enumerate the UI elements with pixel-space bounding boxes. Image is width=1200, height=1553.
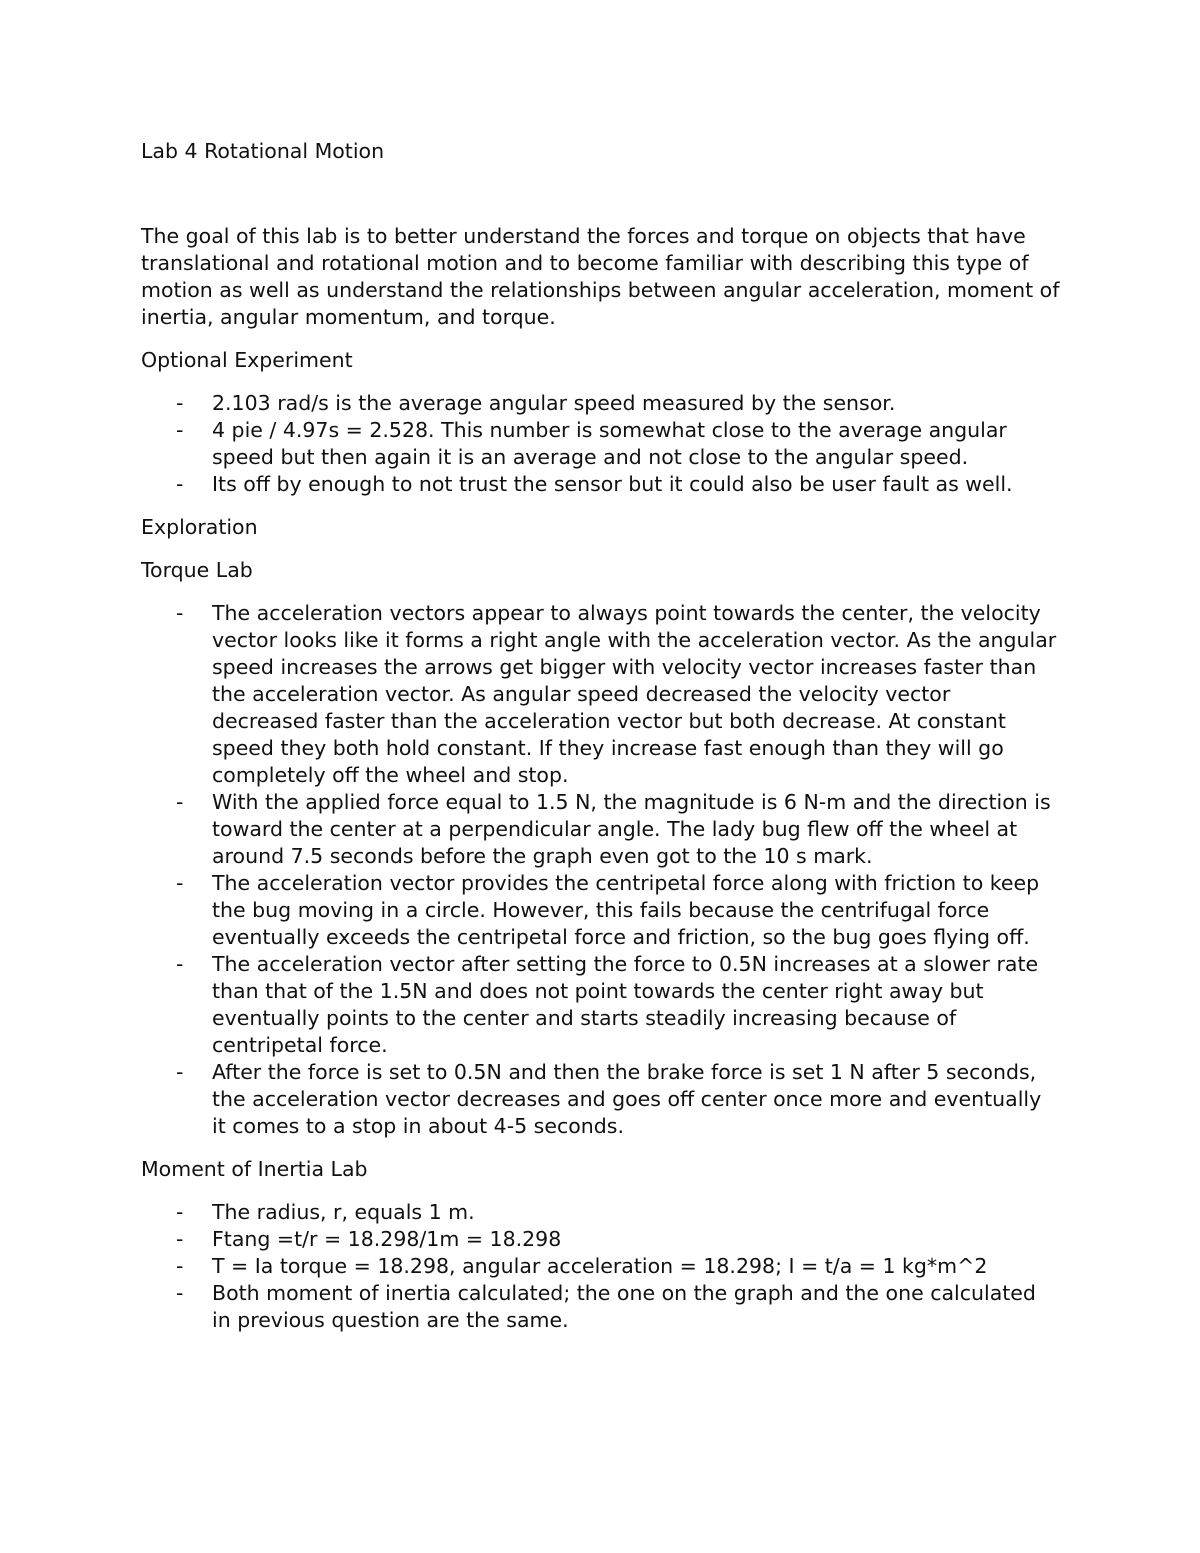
list-item-text: The acceleration vector after setting the force to 0.5N increases at a slower rate than that of the 1.5N and does not point towards the center right away but eventually points to the center and starts steadily increasing because of centripetal force.	[212, 952, 1039, 1057]
dash-bullet: -	[176, 1254, 184, 1278]
dash-bullet: -	[176, 1227, 184, 1251]
list-item	[141, 870, 1061, 951]
dash-bullet: -	[176, 790, 184, 814]
list-item-text: Both moment of inertia calculated; the one on the graph and the one calculated in previous question are the same.	[212, 1281, 1036, 1332]
list-item	[141, 1059, 1061, 1140]
list-moment-of-inertia-lab	[141, 1199, 1061, 1334]
list-item	[141, 789, 1061, 870]
list-item	[141, 417, 1061, 471]
list-item	[141, 600, 1061, 789]
list-item	[141, 1199, 1061, 1226]
list-optional-experiment	[141, 390, 1061, 498]
dash-bullet: -	[176, 1060, 184, 1084]
heading-optional-experiment: Optional Experiment	[141, 348, 353, 372]
list-item	[141, 1280, 1061, 1334]
list-item-text: Ftang =t/r = 18.298/1m = 18.298	[212, 1227, 562, 1251]
heading-moment-of-inertia-lab: Moment of Inertia Lab	[141, 1157, 368, 1181]
document-page	[141, 138, 1061, 1350]
dash-bullet: -	[176, 1200, 184, 1224]
dash-bullet: -	[176, 1281, 184, 1305]
dash-bullet: -	[176, 601, 184, 625]
heading-exploration: Exploration	[141, 515, 258, 539]
dash-bullet: -	[176, 952, 184, 976]
list-item-text: The acceleration vectors appear to always point towards the center, the velocity vector looks like it forms a right angle with the acceleration vector. As the angular speed increases the arrows get bigger with velocity vector increases faster than the acceleration vector. As angular speed decreased the velocity vector decreased faster than the acceleration vector but both decrease. At constant speed they both hold constant. If they increase fast enough than they will go completely off the wheel and stop.	[212, 601, 1057, 787]
dash-bullet: -	[176, 418, 184, 442]
list-item	[141, 390, 1061, 417]
list-item	[141, 1253, 1061, 1280]
list-item-text: Its off by enough to not trust the sensor but it could also be user fault as well.	[212, 472, 1013, 496]
dash-bullet: -	[176, 472, 184, 496]
list-item-text: After the force is set to 0.5N and then the brake force is set 1 N after 5 seconds, the acceleration vector decreases and goes off center once more and eventually it comes to a stop in about 4-5 seconds.	[212, 1060, 1042, 1138]
list-item-text: The acceleration vector provides the centripetal force along with friction to keep the bug moving in a circle. However, this fails because the centrifugal force eventually exceeds the centripetal force and friction, so the bug goes flying off.	[212, 871, 1040, 949]
list-item-text: T = Ia torque = 18.298, angular acceleration = 18.298; I = t/a = 1 kg*m^2	[212, 1254, 988, 1278]
document-title: Lab 4 Rotational Motion	[141, 139, 385, 163]
list-torque-lab	[141, 600, 1061, 1140]
intro-paragraph: The goal of this lab is to better understand the forces and torque on objects that have translational and rotational motion and to become familiar with describing this type of motion as well as understand the relationships between angular acceleration, moment of inertia, angular momentum, and torque.	[141, 224, 1060, 329]
heading-torque-lab: Torque Lab	[141, 558, 253, 582]
dash-bullet: -	[176, 391, 184, 415]
list-item	[141, 471, 1061, 498]
dash-bullet: -	[176, 871, 184, 895]
list-item-text: The radius, r, equals 1 m.	[212, 1200, 475, 1224]
list-item-text: 2.103 rad/s is the average angular speed measured by the sensor.	[212, 391, 896, 415]
list-item	[141, 1226, 1061, 1253]
list-item-text: 4 pie / 4.97s = 2.528. This number is somewhat close to the average angular speed but then again it is an average and not close to the angular speed.	[212, 418, 1007, 469]
list-item-text: With the applied force equal to 1.5 N, the magnitude is 6 N-m and the direction is toward the center at a perpendicular angle. The lady bug flew off the wheel at around 7.5 seconds before the graph even got to the 10 s mark.	[212, 790, 1051, 868]
list-item	[141, 951, 1061, 1059]
